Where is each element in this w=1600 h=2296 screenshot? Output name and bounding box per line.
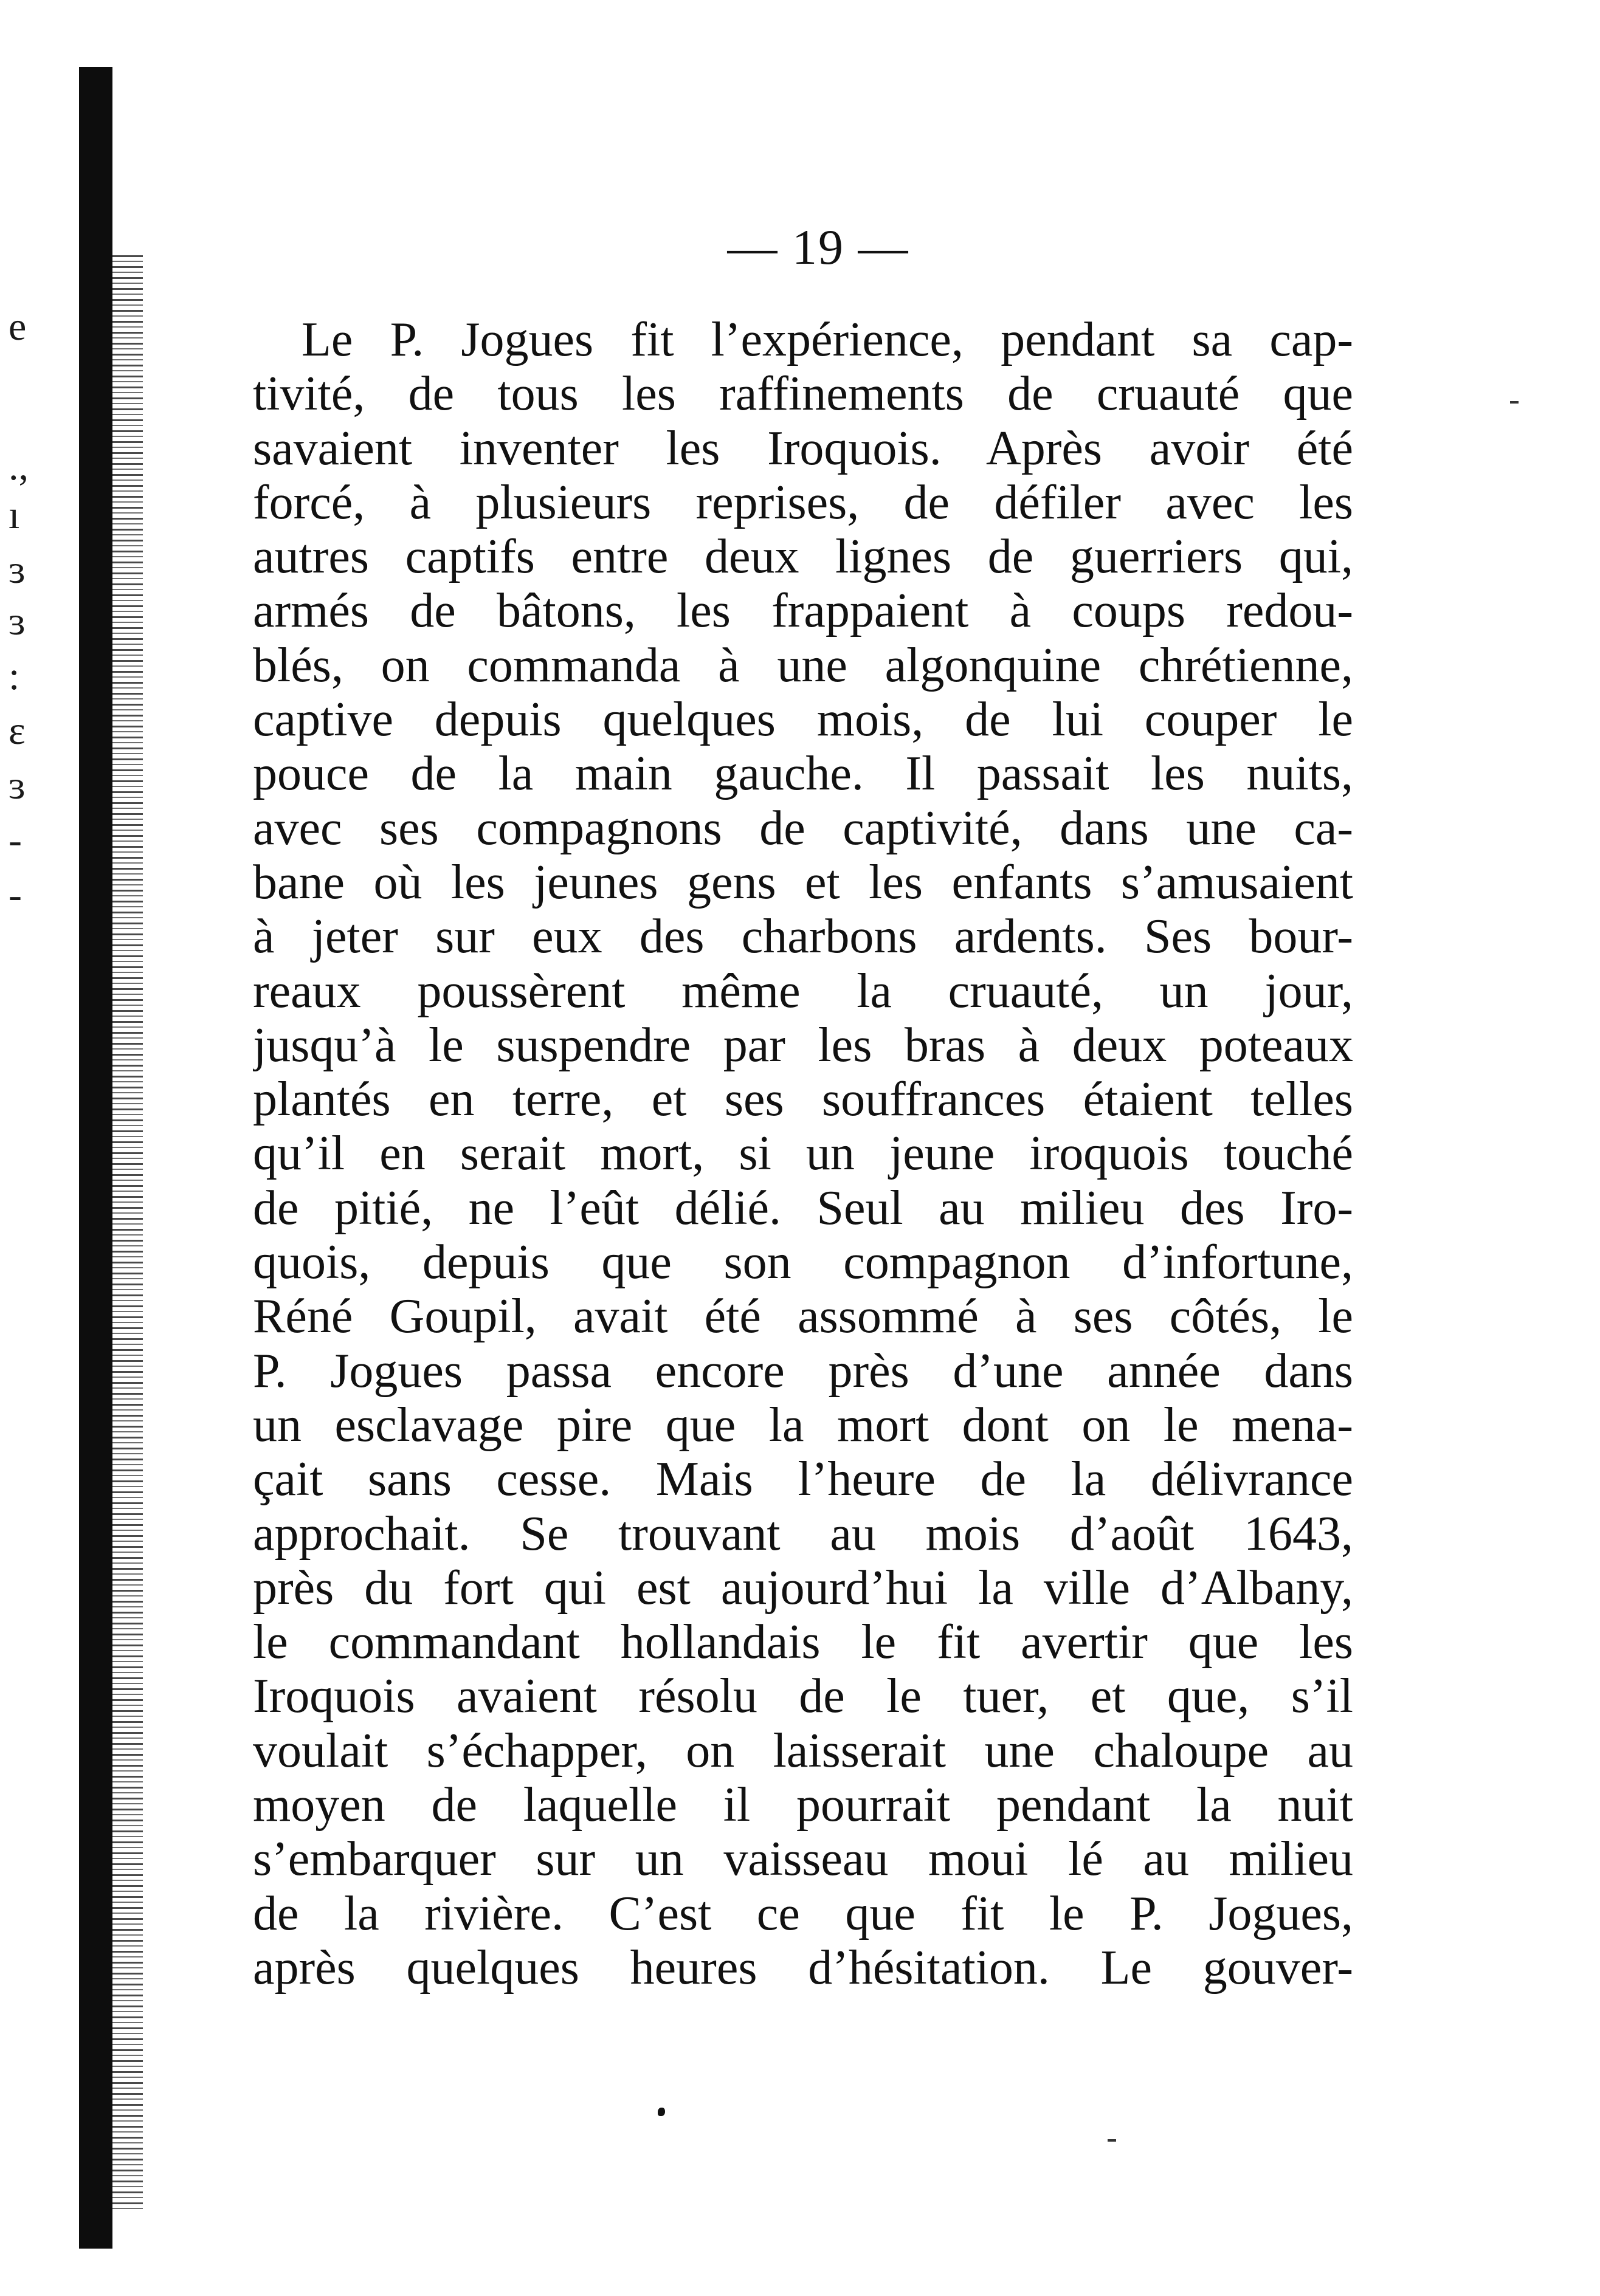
binding-edge-texture	[112, 255, 143, 2212]
text-line: le commandant hollandais le fit avertir que les	[253, 1615, 1353, 1669]
text-line: près du fort qui est aujourd’hui la ville d’Albany,	[253, 1561, 1353, 1615]
text-line: avec ses compagnons de captivité, dans une ca-	[253, 801, 1353, 855]
text-line: savaient inventer les Iroquois. Après avoir été	[253, 421, 1353, 475]
text-line: qu’il en serait mort, si un jeune iroquois touché	[253, 1127, 1353, 1181]
text-line: pouce de la main gauche. Il passait les nuits,	[253, 747, 1353, 801]
text-line: captive depuis quelques mois, de lui couper le	[253, 693, 1353, 747]
text-line: P. Jogues passa encore près d’une année dans	[253, 1344, 1353, 1398]
text-line: quois, depuis que son compagnon d’infortune,	[253, 1236, 1353, 1290]
margin-fragment: ɜ	[9, 548, 26, 592]
text-line: Le P. Jogues fit l’expérience, pendant sa cap-	[302, 313, 1353, 366]
text-line: Réné Goupil, avait été assommé à ses côtés, le	[253, 1290, 1353, 1344]
margin-fragment: ɛ	[9, 709, 26, 753]
text-line: à jeter sur eux des charbons ardents. Ses bour-	[253, 910, 1353, 964]
text-line: çait sans cesse. Mais l’heure de la délivrance	[253, 1452, 1353, 1507]
margin-fragment: -	[9, 873, 22, 917]
ink-speck	[658, 2108, 665, 2116]
text-line: jusqu’à le suspendre par les bras à deux poteaux	[253, 1018, 1353, 1072]
text-line: après quelques heures d’hésitation. Le gouver-	[253, 1940, 1353, 1995]
margin-fragment: ı	[9, 493, 20, 537]
text-line: de pitié, ne l’eût délié. Seul au milieu des Iro-	[253, 1181, 1353, 1235]
text-line: de la rivière. C’est ce que fit le P. Jogues,	[253, 1886, 1353, 1940]
text-line: s’embarquer sur un vaisseau moui lé au milieu	[253, 1832, 1353, 1886]
margin-fragment: -	[9, 818, 22, 862]
margin-fragment: e	[9, 304, 27, 349]
margin-fragment: ɜ	[9, 599, 26, 644]
margin-fragment: .,	[9, 444, 29, 489]
body-paragraph	[253, 313, 1353, 1995]
text-line: reaux poussèrent même la cruauté, un jour,	[253, 964, 1353, 1018]
scan-mark	[1510, 401, 1519, 404]
text-line: forcé, à plusieurs reprises, de défiler avec les	[253, 475, 1353, 529]
binding-shadow	[79, 67, 112, 2249]
text-line: voulait s’échapper, on laisserait une chaloupe au	[253, 1724, 1353, 1778]
text-line: Iroquois avaient résolu de le tuer, et que, s’il	[253, 1669, 1353, 1724]
margin-fragment: ɜ	[9, 763, 26, 808]
page-number: — 19 —	[727, 219, 909, 275]
text-line: un esclavage pire que la mort dont on le mena-	[253, 1398, 1353, 1452]
margin-fragment: :	[9, 654, 20, 698]
text-line: moyen de laquelle il pourrait pendant la nuit	[253, 1778, 1353, 1832]
scan-mark	[1108, 2139, 1116, 2142]
text-line: bane où les jeunes gens et les enfants s’amusaient	[253, 855, 1353, 909]
text-line: blés, on commanda à une algonquine chrétienne,	[253, 638, 1353, 692]
text-line: plantés en terre, et ses souffrances étaient telles	[253, 1073, 1353, 1127]
text-line: armés de bâtons, les frappaient à coups redou-	[253, 584, 1353, 638]
text-line: autres captifs entre deux lignes de guerriers qui,	[253, 530, 1353, 584]
text-line: tivité, de tous les raffinements de cruauté que	[253, 367, 1353, 421]
text-line: approchait. Se trouvant au mois d’août 1643,	[253, 1507, 1353, 1561]
